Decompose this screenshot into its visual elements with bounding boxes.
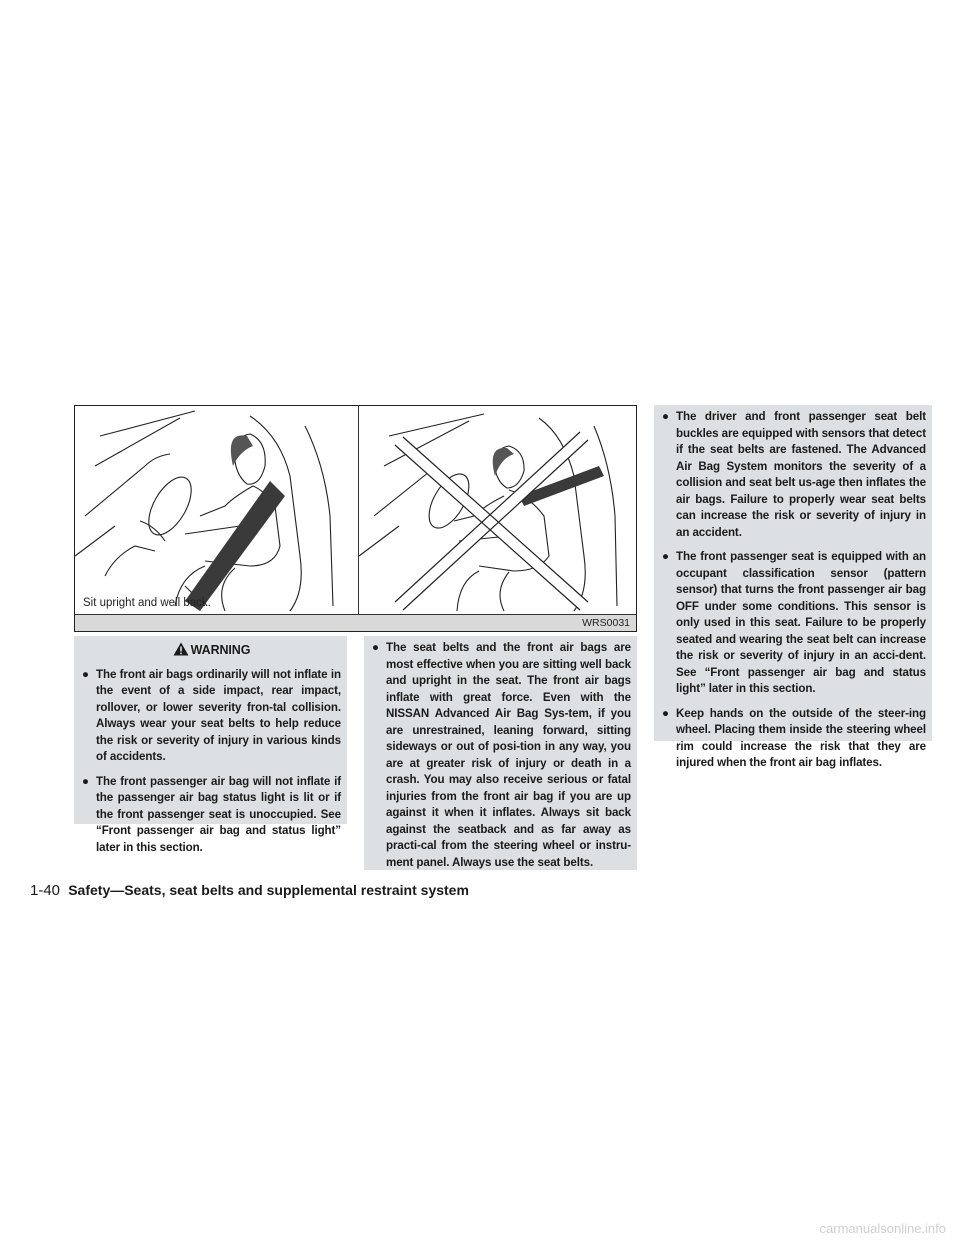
- warning-bullet: [662, 706, 926, 772]
- figure-caption: Sit upright and well back.: [83, 597, 211, 609]
- warning-triangle-icon: [173, 642, 189, 656]
- illustration-figure: [74, 405, 637, 632]
- bullet-text: The driver and front passenger seat belt buckles are equipped with sensors that detect if the seat belts are fastened. The Advanced Air Bag System monitors the severity of a collision and seat belt us-age then inflates the air bags. Failure to properly wear seat belts can increase the risk or severity of injury in an accident.: [676, 410, 926, 539]
- page-number: 1-40: [30, 882, 61, 899]
- watermark: carmanualsonline.info: [819, 1221, 946, 1236]
- correct-posture-illustration: [75, 406, 358, 616]
- warning-bullet: [372, 640, 631, 871]
- warning-bullet: [662, 409, 926, 541]
- section-title: Safety—Seats, seat belts and supplemental restraint system: [68, 882, 469, 898]
- bullet-dot: ●: [662, 550, 669, 563]
- bullet-dot: ●: [372, 641, 379, 654]
- bullet-text: The front passenger air bag will not inflate if the passenger air bag status light is lit or if the front passenger seat is unoccupied. See “Front passenger air bag and status light” later in this section.: [96, 774, 341, 854]
- warning-bullet: [82, 667, 341, 766]
- bullet-text: Keep hands on the outside of the steer-ing wheel. Placing them inside the steering wheel rim could increase the risk that they are injured when the front air bag inflates.: [676, 706, 926, 769]
- warning-panel-left: [74, 636, 347, 854]
- bullet-dot: ●: [662, 410, 669, 423]
- warning-panel-right: [654, 405, 932, 769]
- bullet-dot: ●: [82, 774, 89, 788]
- figure-code: WRS0031: [75, 614, 636, 631]
- incorrect-posture-illustration: [359, 406, 637, 616]
- bullet-dot: ●: [82, 667, 89, 681]
- bullet-dot: ●: [662, 706, 669, 720]
- bullet-text: The front air bags ordinarily will not inflate in the event of a side impact, rear impact, rollover, or lower severity fron-tal collision. Always wear your seat belts to help reduce the risk or severity of injury in various kinds of accidents.: [96, 667, 341, 763]
- warning-bullet: [662, 549, 926, 698]
- warning-title: WARNING: [190, 643, 251, 657]
- warning-panel-middle: [364, 636, 637, 870]
- warning-heading: [82, 638, 341, 667]
- warning-bullet: [82, 774, 341, 857]
- bullet-text: The front passenger seat is equipped with an occupant classification sensor (pattern sensor) that turns the front passenger air bag OFF under some conditions. This sensor is only used in this seat. Failure to be properly seated and wearing the seat belt can increase the risk or severity of injury in an acci-dent. See “Front passenger air bag and status light” later in this section.: [676, 550, 926, 695]
- page-footer: [30, 882, 469, 899]
- bullet-text: The seat belts and the front air bags are most effective when you are sitting well back and upright in the seat. The front air bags inflate with great force. Even with the NISSAN Advanced Air Bag Sys-tem, if you are unrestrained, leaning forward, sitting sideways or out of posi-tion in any way, you are at greater risk of injury or death in a crash. You may also receive serious or fatal injuries from the front air bag if you are up against it when it inflates. Always sit back against the seatback and as far away as practi-cal from the steering wheel or instru-ment panel. Always use the seat belts.: [386, 641, 631, 869]
